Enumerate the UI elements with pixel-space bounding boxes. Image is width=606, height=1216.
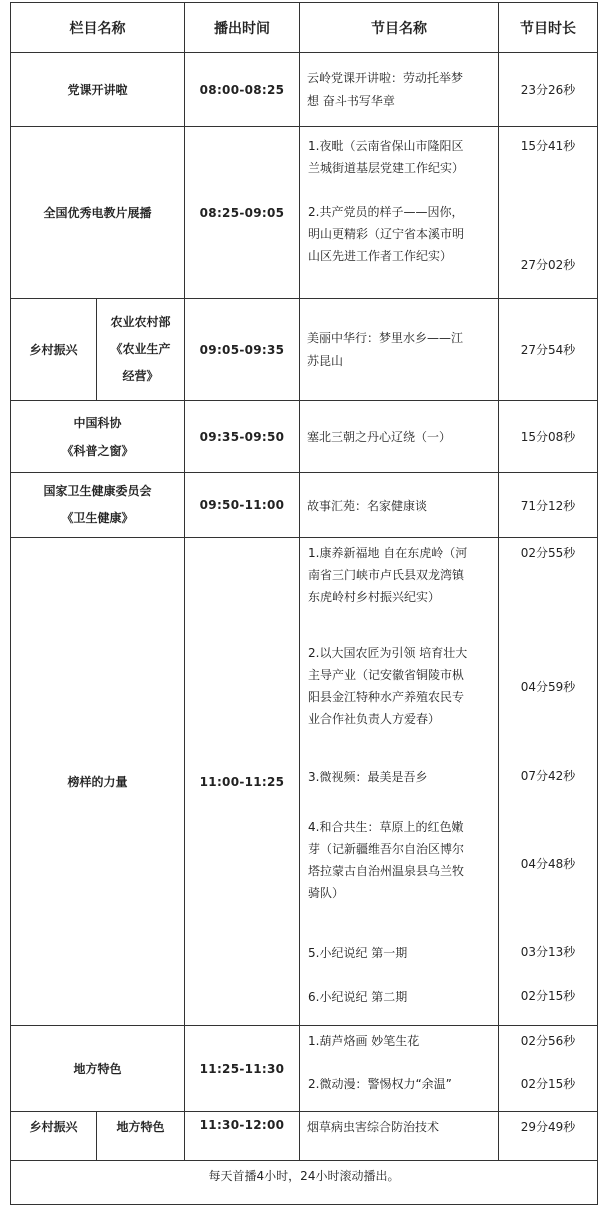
- program-name: 塞北三朝之丹心辽绕（一）: [300, 401, 499, 473]
- program-item: 2.共产党员的样子——因你， 明山更精彩（辽宁省本溪市明 山区先进工作者工作纪实）: [308, 205, 465, 263]
- program-item: 2.以大国农匠为引领 培育壮大 主导产业（记安徽省铜陵市枞 阳县金江特种水产养殖农民专 业合作社负责人方爱春）: [308, 646, 468, 726]
- air-time: 11:00-11:25: [185, 538, 300, 1026]
- header-duration: 节目时长: [499, 3, 598, 53]
- schedule-table: [10, 2, 598, 1205]
- air-time: 09:35-09:50: [185, 401, 300, 473]
- program-name: 美丽中华行：梦里水乡——江 苏昆山: [300, 299, 499, 401]
- program-item: 1.康养新福地 自在东虎岭（河 南省三门峡市卢氏县双龙湾镇 东虎岭村乡村振兴纪实）: [308, 546, 468, 604]
- column-name: 全国优秀电教片展播: [11, 127, 185, 299]
- table-row: [11, 127, 598, 299]
- program-item: 6.小纪说纪 第二期: [308, 990, 408, 1004]
- program-name: 烟草病虫害综合防治技术: [300, 1112, 499, 1161]
- column-name: 党课开讲啦: [11, 53, 185, 127]
- header-time: 播出时间: [185, 3, 300, 53]
- column-name: 国家卫生健康委员会 《卫生健康》: [11, 473, 185, 538]
- footer-note: 每天首播4小时，24小时滚动播出。: [11, 1161, 598, 1205]
- table-row: [11, 401, 598, 473]
- duration: 27分54秒: [499, 299, 598, 401]
- duration: 02分56秒 02分15秒: [499, 1026, 598, 1112]
- footer-row: [11, 1161, 598, 1205]
- column-subname: 地方特色: [97, 1112, 185, 1161]
- air-time: 11:30-12:00: [185, 1112, 300, 1161]
- air-time: 09:50-11:00: [185, 473, 300, 538]
- program-name: 1.葫芦烙画 妙笔生花 2.微动漫：警惕权力“余温”: [300, 1026, 499, 1112]
- table-row: [11, 53, 598, 127]
- duration: 15分08秒: [499, 401, 598, 473]
- program-item: 3.微视频：最美是吾乡: [308, 770, 428, 784]
- program-name: 云岭党课开讲啦：劳动托举梦 想 奋斗书写华章: [300, 53, 499, 127]
- program-item: 5.小纪说纪 第一期: [308, 946, 408, 960]
- program-name: [300, 127, 499, 299]
- column-name: 榜样的力量: [11, 538, 185, 1026]
- air-time: 08:00-08:25: [185, 53, 300, 127]
- duration: 71分12秒: [499, 473, 598, 538]
- column-name: 中国科协 《科普之窗》: [11, 401, 185, 473]
- program-item: 1.夜毗（云南省保山市隆阳区 兰城街道基层党建工作纪实）: [308, 139, 465, 175]
- program-name: [300, 538, 499, 1026]
- table-row: [11, 538, 598, 1026]
- column-name: 地方特色: [11, 1026, 185, 1112]
- header-column: 栏目名称: [11, 3, 185, 53]
- duration: 15分41秒 27分02秒: [499, 127, 598, 299]
- header-program: 节目名称: [300, 3, 499, 53]
- column-name: 乡村振兴: [11, 1112, 97, 1161]
- air-time: 09:05-09:35: [185, 299, 300, 401]
- duration: 23分26秒: [499, 53, 598, 127]
- program-name: 故事汇苑：名家健康谈: [300, 473, 499, 538]
- table-row: [11, 1112, 598, 1161]
- table-row: [11, 1026, 598, 1112]
- header-row: [11, 3, 598, 53]
- program-item: 4.和合共生：草原上的红色嫩 芽（记新疆维吾尔自治区博尔 塔拉蒙古自治州温泉县乌兰牧 骑队）: [308, 820, 465, 900]
- duration: 02分55秒 04分59秒 07分42秒 04分48秒 03分13秒 02分15秒: [499, 538, 598, 1026]
- air-time: 11:25-11:30: [185, 1026, 300, 1112]
- column-name: 乡村振兴: [11, 299, 97, 401]
- table-row: [11, 473, 598, 538]
- column-subname: 农业农村部 《农业生产 经营》: [97, 299, 185, 401]
- air-time: 08:25-09:05: [185, 127, 300, 299]
- duration: 29分49秒: [499, 1112, 598, 1161]
- table-row: [11, 299, 598, 401]
